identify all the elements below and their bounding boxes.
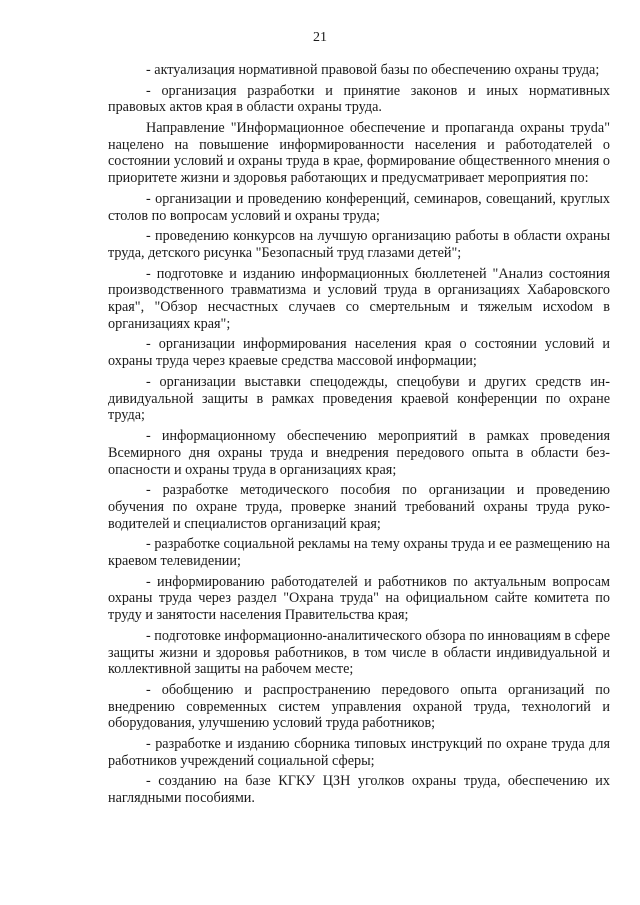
paragraph: - организации и проведению конференций, семинаров, совещаний, круглых столов по вопросам условий и охраны труда; <box>108 190 610 224</box>
paragraph: - разработке методического пособия по организации и проведению обучения по охране труда, проверке знаний требований охраны труда руководителей и специалистов организаций края; <box>108 482 610 532</box>
paragraph: - подготовке информационно-аналитического обзора по инновациям в сфере защиты жизни и здоровья работников, в том числе в области индивидуальной и коллективной защиты на рабочем месте; <box>108 627 610 678</box>
paragraph: - информационному обеспечению мероприятий в рамках проведения Всемирного дня охраны труда и внедрения передового опыта в области безопасности и охраны труда в организациях края; <box>108 427 610 478</box>
paragraph: - организации информирования населения края о состоянии условий и охраны труда через краевые средства массовой информации; <box>108 336 610 370</box>
paragraph: - организации выставки спецодежды, спецобуви и других средств индивидуальной защиты в рамках проведения краевой конференции по охране труда; <box>108 373 610 424</box>
paragraph: Направление "Информационное обеспечение и пропаганда охраны труda" нацелено на повышение информированности населения и работодателей о состоянии условий и охраны труда в крае, формирование общественного мнения о приоритете жизни и здоровья работающих и предусматривает мероприятия по: <box>108 119 610 187</box>
paragraph: - актуализация нормативной правовой базы по обеспечению охраны труда; <box>146 62 600 78</box>
paragraph: - разработке и изданию сборника типовых инструкций по охране труда для работников учреждений социальной сферы; <box>108 735 610 769</box>
paragraph: - подготовке и изданию информационных бюллетеней "Анализ состояния производственного травматизма и условий труда в организациях Хабаровского края", "Обзор несчастных случаев со смертельным и тяжелым исхоdом в организациях края"; <box>108 265 610 332</box>
paragraph: - созданию на базе КГКУ ЦЗН уголков охраны труда, обеспечению их наглядными пособиями. <box>108 773 610 807</box>
page-body <box>108 62 610 811</box>
paragraph: - проведению конкурсов на лучшую организацию работы в области охраны труда, детского рисунка "Безопасный труд глазами детей"; <box>108 228 610 261</box>
paragraph: - обобщению и распространению передового опыта организаций по внедрению современных систем управления охраной труда, технологий и оборудования, улучшению условий труда работников; <box>108 681 610 732</box>
paragraph: - информированию работодателей и работников по актуальным вопросам охраны труда через раздел "Охрана труда" на официальном сайте комитета по труду и занятости населения Правительства края; <box>108 573 610 624</box>
paragraph: - разработке социальной рекламы на тему охраны труда и ее размещению на краевом телевидении; <box>108 536 610 570</box>
page-number: 21 <box>313 30 327 45</box>
paragraph: - организация разработки и принятие законов и иных нормативных правовых актов края в области охраны труда. <box>108 82 610 116</box>
